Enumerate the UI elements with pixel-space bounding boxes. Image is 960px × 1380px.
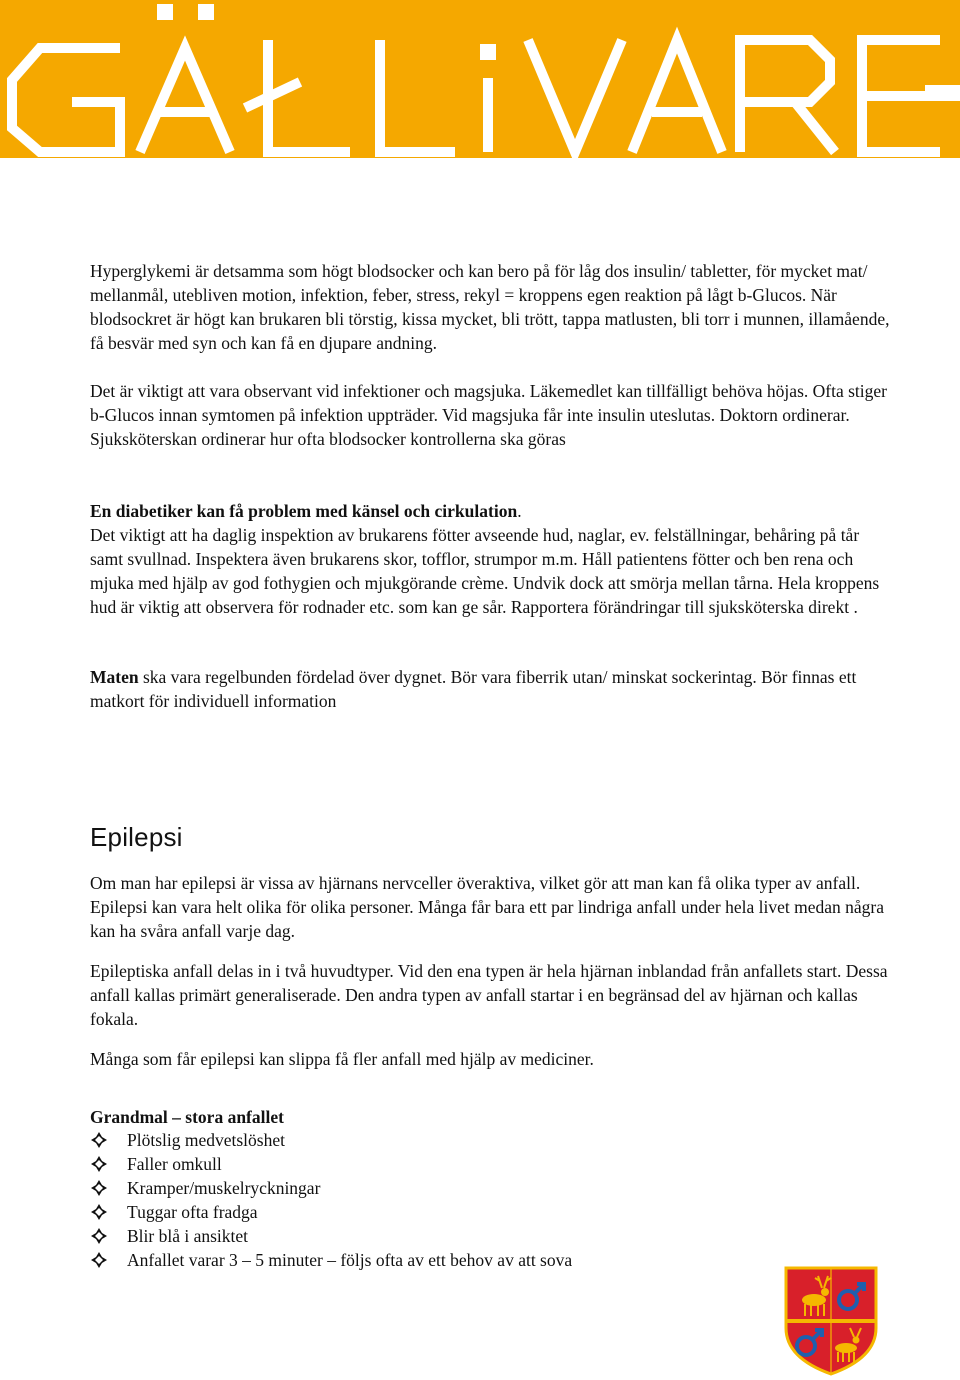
list-item-text: Anfallet varar 3 – 5 minuter – följs ofta av ett behov av att sova xyxy=(127,1250,573,1270)
coat-of-arms-icon xyxy=(784,1266,878,1376)
diamond-bullet-icon xyxy=(90,1152,127,1176)
list-item xyxy=(90,1248,572,1272)
list-item xyxy=(90,1224,572,1248)
grandmal-title: Grandmal – stora anfallet xyxy=(90,1107,284,1127)
maten-paragraph xyxy=(90,665,890,713)
list-item-text: Kramper/muskelryckningar xyxy=(127,1178,321,1198)
gallivare-logo xyxy=(0,0,960,158)
diamond-bullet-icon xyxy=(90,1200,127,1224)
grandmal-symptom-list xyxy=(90,1128,572,1272)
list-item-text: Faller omkull xyxy=(127,1154,222,1174)
header-banner xyxy=(0,0,960,158)
cirkulation-text: . Det viktigt att ha daglig inspektion av brukarens fötter avseende hud, naglar, ev. felställningar, behåring på tår samt svullnad. Inspektera även brukarens skor, tofflor, strumpor m.m. Håll patientens fötter och ben rena och mjuka med hjälp av god fothygien och mjukgörande crème. Undvik dock att smörja mellan tårna. Hela kroppens hud är viktig att observera för rodnader etc. som kan ge sår. Rapportera förändringar till sjuksköterska direkt . xyxy=(90,501,880,617)
diamond-bullet-icon xyxy=(90,1128,127,1152)
maten-label: Maten xyxy=(90,667,139,687)
epilepsi-paragraph-1: Om man har epilepsi är vissa av hjärnans nervceller överaktiva, vilket gör att man kan få olika typer av anfall. Epilepsi kan vara helt olika för olika personer. Många får bara ett par lindriga anfall under hela livet medan några kan ha svåra anfall varje dag. xyxy=(90,873,884,941)
hyperglykemi-paragraph: Hyperglykemi är detsamma som högt blodsocker och kan bero på för låg dos insulin/ tabletter, för mycket mat/ mellanmål, utebliven motion, infektion, feber, stress, rekyl = kroppens egen reaktion på lågt b-Glucos. När blodsockret är högt kan brukaren bli törstig, kissa mycket, bli trött, tappa matlusten, bli torr i munnen, illamående, få besvär med syn och kan få en djupare andning. xyxy=(90,261,890,353)
epilepsi-heading: Epilepsi xyxy=(90,822,183,852)
list-item xyxy=(90,1200,572,1224)
list-item-text: Tuggar ofta fradga xyxy=(127,1202,258,1222)
diamond-bullet-icon xyxy=(90,1224,127,1248)
list-item xyxy=(90,1176,572,1200)
epilepsi-paragraph-2: Epileptiska anfall delas in i två huvudtyper. Vid den ena typen är hela hjärnan inblandad från anfallets start. Dessa anfall kallas primärt generaliserade. Den andra typen av anfall startar i en begränsad del av hjärnan och kallas fokala. xyxy=(90,961,888,1029)
diamond-bullet-icon xyxy=(90,1248,127,1272)
cirkulation-paragraph xyxy=(90,499,890,619)
list-item-text: Blir blå i ansiktet xyxy=(127,1226,249,1246)
cirkulation-heading: En diabetiker kan få problem med känsel och cirkulation xyxy=(90,501,518,521)
list-item-text: Plötslig medvetslöshet xyxy=(127,1130,285,1150)
maten-text: ska vara regelbunden fördelad över dygnet. Bör vara fiberrik utan/ minskat sockerintag. Bör finnas ett matkort för individuell information xyxy=(90,667,857,711)
list-item xyxy=(90,1152,572,1176)
epilepsi-paragraph-3: Många som får epilepsi kan slippa få fler anfall med hjälp av mediciner. xyxy=(90,1049,594,1069)
diamond-bullet-icon xyxy=(90,1176,127,1200)
infektion-paragraph: Det är viktigt att vara observant vid infektioner och magsjuka. Läkemedlet kan tillfälligt behöva höjas. Ofta stiger b-Glucos innan symtomen på infektion uppträder. Vid magsjuka får inte insulin uteslutas. Doktorn ordinerar. Sjuksköterskan ordinerar hur ofta blodsocker kontrollerna ska göras xyxy=(90,381,887,449)
list-item xyxy=(90,1128,572,1152)
